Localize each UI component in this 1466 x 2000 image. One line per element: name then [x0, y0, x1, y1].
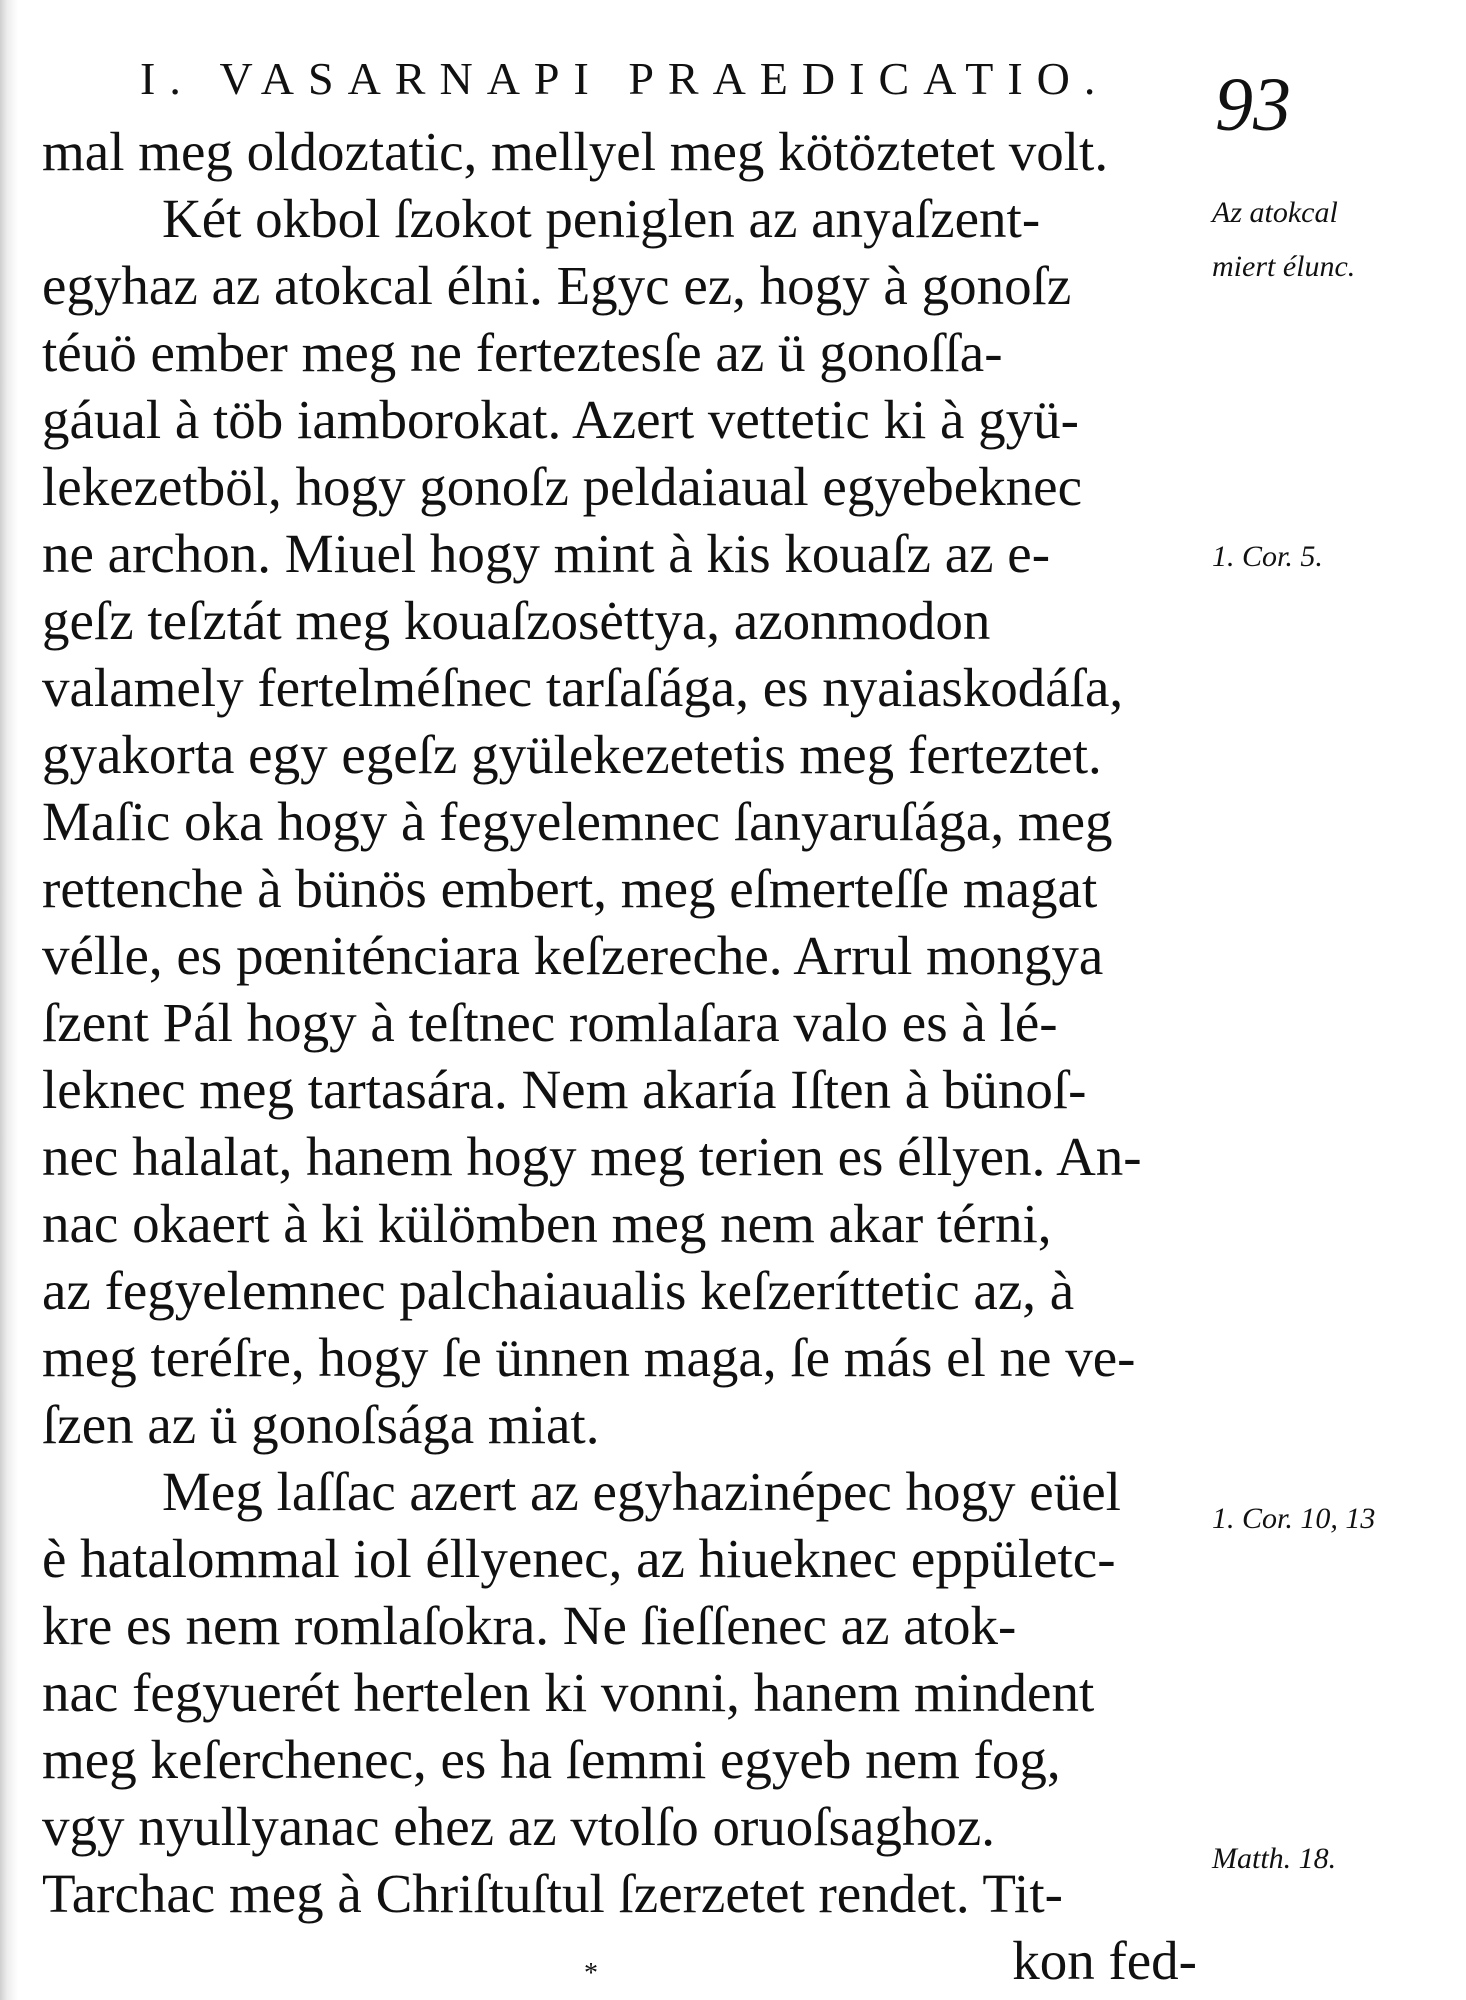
body-text — [42, 118, 1217, 1994]
text-line: meg teréſre, hogy ſe ünnen maga, ſe más el ne ve- — [42, 1327, 1136, 1388]
text-line: Tarchac meg à Chriſtuſtul ſzerzetet rendet. Tit- — [42, 1863, 1063, 1924]
text-line: meg keſerchenec, es ha ſemmi egyeb nem fog, — [42, 1729, 1061, 1790]
text-line: az fegyelemnec palchaiaualis keſzeríttetic az, à — [42, 1260, 1075, 1321]
text-line: leknec meg tartasára. Nem akaría Iſten à bünoſ- — [42, 1059, 1087, 1120]
text-line: Két okbol ſzokot peniglen az anyaſzent- — [162, 188, 1041, 249]
marginal-note: Matth. 18. — [1212, 1842, 1337, 1875]
text-line: vgy nyullyanac ehez az vtolſo oruoſsaghoz. — [42, 1796, 996, 1857]
text-line: egyhaz az atokcal élni. Egyc ez, hogy à gonoſz — [42, 255, 1072, 316]
text-line: gyakorta egy egeſz gyülekezetetis meg ferteztet. — [42, 724, 1102, 785]
text-line: téuö ember meg ne ferteztesſe az ü gonoſſa- — [42, 322, 1003, 383]
text-line: geſz teſztát meg kouaſzosėttya, azonmodon — [42, 590, 991, 651]
text-line: ne archon. Miuel hogy mint à kis kouaſz az e- — [42, 523, 1051, 584]
text-line: kre es nem romlaſokra. Ne ſieſſenec az atok- — [42, 1595, 1017, 1656]
text-line: mal meg oldoztatic, mellyel meg kötöztetet volt. — [42, 121, 1109, 182]
text-line: vélle, es pœniténciara keſzereche. Arrul mongya — [42, 925, 1104, 986]
marginal-note: 1. Cor. 5. — [1212, 540, 1323, 573]
text-line: valamely fertelméſnec tarſaſága, es nyaiaskodáſa, — [42, 657, 1124, 718]
text-line: Meg laſſac azert az egyhazinépec hogy eüel — [162, 1461, 1121, 1522]
text-line: nec halalat, hanem hogy meg terien es éllyen. An- — [42, 1126, 1142, 1187]
text-line: ſzen az ü gonoſsága miat. — [42, 1394, 600, 1455]
text-line: Maſic oka hogy à fegyelemnec ſanyaruſága, meg — [42, 791, 1113, 852]
text-line: lekezetböl, hogy gonoſz peldaiaual egyebeknec — [42, 456, 1082, 517]
text-line: rettenche à bünös embert, meg eſmerteſſe magat — [42, 858, 1098, 919]
text-line: è hatalommal iol éllyenec, az hiueknec eppületc- — [42, 1528, 1116, 1589]
binding-edge-shadow — [0, 0, 18, 2000]
text-line: ſzent Pál hogy à teſtnec romlaſara valo es à lé- — [42, 992, 1058, 1053]
page-number: 93 — [1215, 63, 1291, 147]
text-line: gáual à töb iamborokat. Azert vettetic ki à gyü- — [42, 389, 1079, 450]
text-line: nac okaert à ki külömben meg nem akar térni, — [42, 1193, 1052, 1254]
marginal-note: Az atokcal — [1212, 196, 1338, 229]
text-line: nac fegyuerét hertelen ki vonni, hanem mindent — [42, 1662, 1095, 1723]
running-head: I. VASARNAPI PRAEDICATIO. — [140, 53, 1110, 104]
marginal-note: 1. Cor. 10, 13 — [1212, 1502, 1376, 1535]
marginal-note: miert élunc. — [1212, 250, 1356, 283]
bottom-mark: * — [584, 1958, 598, 1989]
catchword: kon fed- — [1012, 1930, 1197, 1991]
